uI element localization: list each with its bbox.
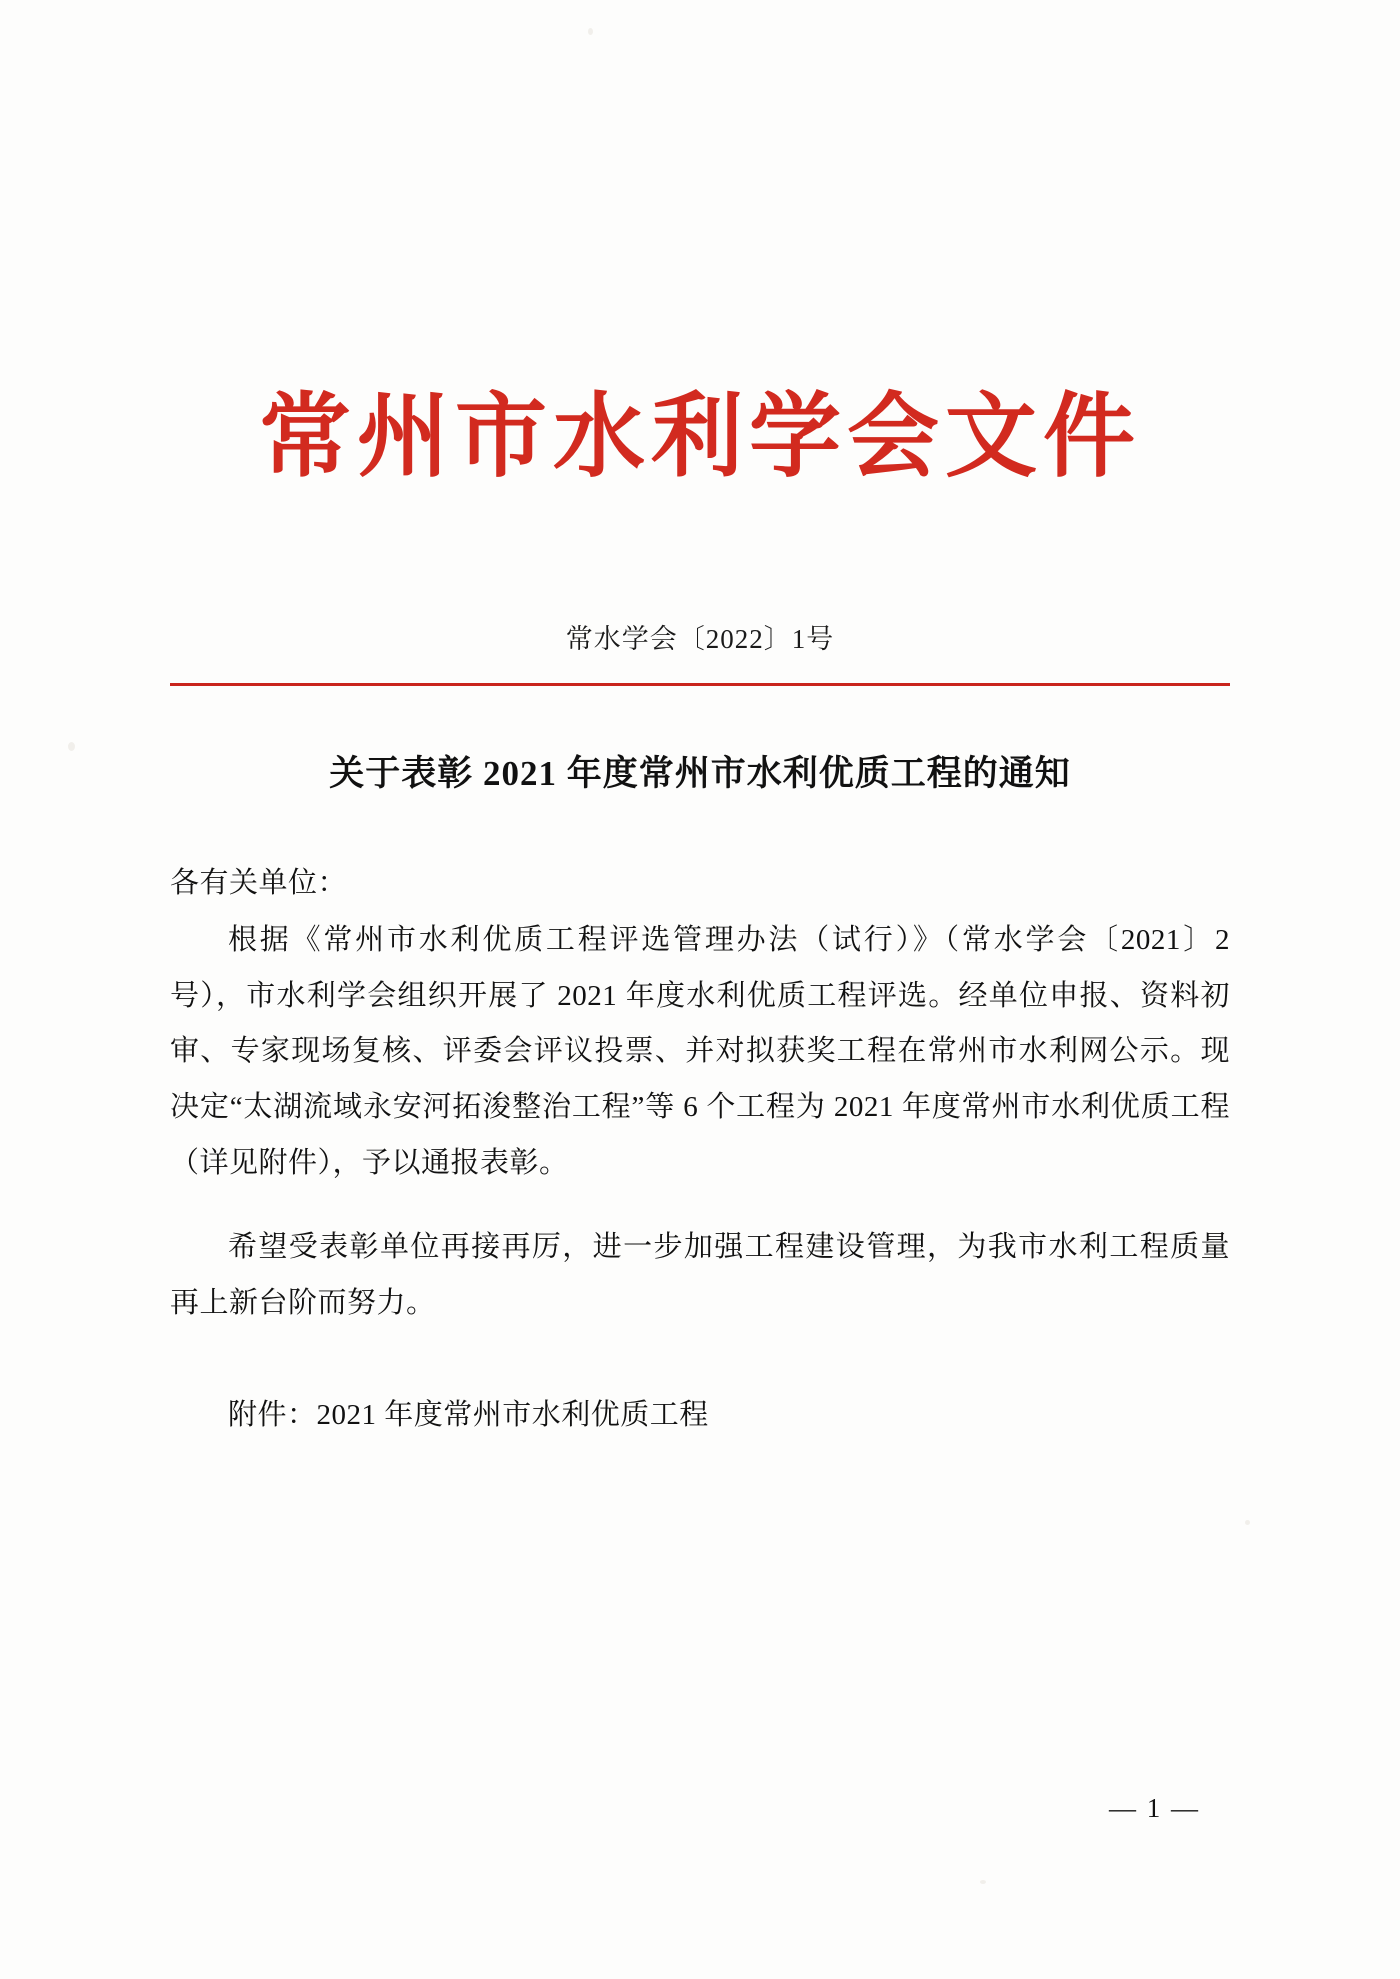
salutation: 各有关单位： <box>170 867 348 899</box>
document-masthead: 常州市水利学会文件 <box>258 382 1141 490</box>
paper-speck <box>68 742 75 751</box>
page-title: 关于表彰 2021 年度常州市水利优质工程的通知 <box>329 754 1071 793</box>
document-body <box>170 0 1230 1979</box>
body-paragraph-2: 希望受表彰单位再接再厉，进一步加强工程建设管理，为我市水利工程质量再上新台阶而努力。 <box>170 1231 1230 1320</box>
paper-speck <box>1245 1520 1250 1525</box>
attachment-note: 附件：2021 年度常州市水利优质工程 <box>228 1398 709 1431</box>
red-divider-rule <box>170 683 1230 686</box>
page-number: — 1 — <box>1109 1793 1200 1823</box>
body-paragraph-1: 根据《常州市水利优质工程评选管理办法（试行）》（常水学会〔2021〕2号），市水利学会组织开展了 2021 年度水利优质工程评选。经单位申报、资料初审、专家现场复核、评委会评议投票、并对拟获奖工程在常州市水利网公示。现决定“太湖流域永安河拓浚整治工程”等 6 个工程为 2021 年度常州市水利优质工程（详见附件），予以通报表彰。 <box>170 924 1230 1179</box>
document-number: 常水学会〔2022〕1号 <box>565 624 835 654</box>
